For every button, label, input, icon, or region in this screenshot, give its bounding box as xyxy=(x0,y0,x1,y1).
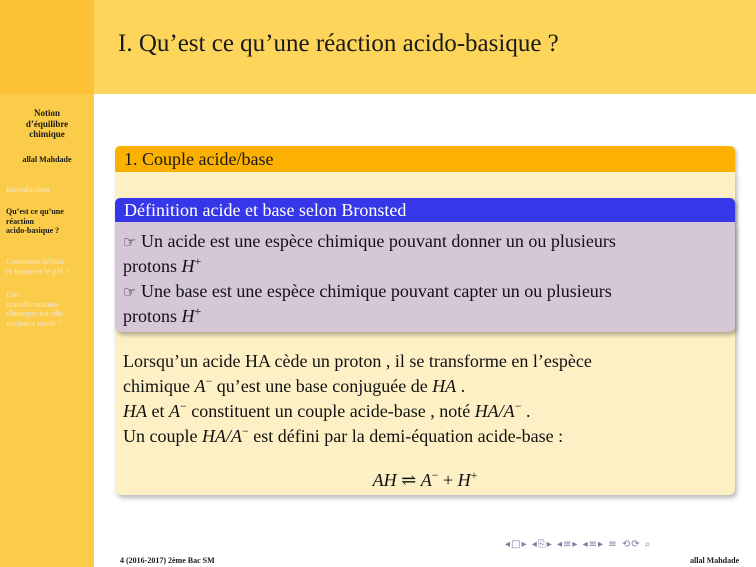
beamer-navigation xyxy=(505,539,651,550)
minus-charge: − xyxy=(431,468,439,482)
h-symbol: H xyxy=(181,306,195,326)
sidebar-title xyxy=(0,108,94,140)
next-section-icon[interactable]: ▸ xyxy=(572,539,579,550)
text: et xyxy=(147,401,169,421)
prev-section-icon[interactable]: ◂ xyxy=(556,539,563,550)
ha-symbol: HA xyxy=(432,376,457,396)
acid-definition-text: Un acide est une espèce chimique pouvant donner un ou plusieurs xyxy=(136,231,616,251)
prev-subsection-icon[interactable]: ◂ xyxy=(582,539,589,550)
search-icon[interactable]: ⟲⟳ ⌕ xyxy=(621,539,652,550)
frame-icon[interactable]: □ xyxy=(511,539,522,550)
plus-sign: + xyxy=(438,470,458,490)
minus-charge: − xyxy=(241,424,249,438)
sidebar-author: allal Mahdade xyxy=(22,155,72,164)
subsection-icon[interactable]: ≡ xyxy=(588,539,599,550)
base-definition-line xyxy=(123,281,612,302)
sidebar-title-line: Notion xyxy=(33,108,60,118)
body-line-2 xyxy=(123,376,465,397)
body-line-1: Lorsqu’un acide HA cède un proton , il se transforme en l’espèce xyxy=(123,351,592,371)
sidebar-item-label: acido-basique ? xyxy=(6,226,60,235)
first-frame-icon[interactable]: ◂ xyxy=(505,539,512,550)
acid-protons-line xyxy=(123,256,201,277)
sidebar-item-label: réaction xyxy=(6,216,34,226)
sidebar-item-label: Introduction xyxy=(6,185,50,194)
footer-left: 4 (2016-2017) 2ème Bac SM xyxy=(120,556,215,565)
sidebar-item-label: toujours totale ? xyxy=(6,318,62,328)
prev-page-icon[interactable]: ◂ xyxy=(531,539,538,550)
text: est défini par la demi-équation acide-base : xyxy=(248,426,564,446)
body-line-3 xyxy=(123,401,530,422)
next-frame-icon[interactable]: ▸ xyxy=(521,539,528,550)
block-header xyxy=(115,146,735,172)
ha-a-couple: HA/A xyxy=(474,401,515,421)
sidebar-item-introduction[interactable] xyxy=(6,185,92,195)
protons-text: protons xyxy=(123,256,182,276)
ha-a-couple: HA/A xyxy=(201,426,242,446)
sidebar-item-label: Une xyxy=(6,290,20,299)
block-title: 1. Couple acide/base xyxy=(124,149,274,169)
sidebar-item-label: Qu’est ce qu’une xyxy=(6,207,64,216)
sidebar-item-label: et mesurer le pH ? xyxy=(6,266,69,276)
h-symbol: H xyxy=(181,256,195,276)
frame-title: I. Qu’est ce qu’une réaction acido-basique ? xyxy=(118,30,559,57)
sidebar-item-transformation-totale[interactable] xyxy=(6,290,92,328)
sidebar-title-line: chimique xyxy=(29,129,65,139)
body-line-4 xyxy=(123,426,563,447)
protons-text: protons xyxy=(123,306,182,326)
text: Un couple xyxy=(123,426,202,446)
text: . xyxy=(456,376,466,396)
a-symbol: A xyxy=(194,376,206,396)
definition-title: Définition acide et base selon Bronsted xyxy=(124,200,407,220)
plus-charge: + xyxy=(194,304,202,318)
acid-definition-line xyxy=(123,231,616,252)
text: . xyxy=(521,401,531,421)
ah-symbol: AH xyxy=(372,470,397,490)
base-protons-line xyxy=(123,306,201,327)
minus-charge: − xyxy=(514,399,522,413)
plus-charge: + xyxy=(194,254,202,268)
text: qu’est une base conjuguée de xyxy=(212,376,433,396)
next-page-icon[interactable]: ▸ xyxy=(546,539,553,550)
minus-charge: − xyxy=(180,399,187,413)
hand-pointer-icon: ☞ xyxy=(123,283,137,301)
sidebar-item-label: transformation xyxy=(6,299,58,309)
sidebar-item-label: Comment définir xyxy=(6,257,65,266)
definition-header xyxy=(115,198,735,222)
sidebar-title-line: d’équilibre xyxy=(25,118,69,129)
ha-symbol: HA xyxy=(123,401,147,421)
align-icon[interactable]: ≡ xyxy=(608,539,618,550)
next-subsection-icon[interactable]: ▸ xyxy=(598,539,605,550)
text: chimique xyxy=(123,376,195,396)
sidebar-item-reaction-acido-basique[interactable] xyxy=(6,207,92,236)
sidebar-item-ph[interactable] xyxy=(6,257,92,276)
half-equation xyxy=(115,470,735,491)
base-definition-text: Une base est une espèce chimique pouvant capter un ou plusieurs xyxy=(136,281,612,301)
equilibrium-arrow: ⇌ xyxy=(396,470,421,490)
h-symbol: H xyxy=(457,470,471,490)
page-icon[interactable]: ⎘ xyxy=(537,539,547,550)
sidebar xyxy=(0,0,94,567)
sidebar-header xyxy=(0,0,94,94)
footer-author: allal Mahdade xyxy=(690,556,740,565)
a-symbol: A xyxy=(420,470,432,490)
minus-charge: − xyxy=(205,374,213,388)
sidebar-item-label: chimique est-elle xyxy=(6,309,64,318)
section-icon[interactable]: ≡ xyxy=(562,539,573,550)
text: constituent un couple acide-base , noté xyxy=(186,401,475,421)
hand-pointer-icon: ☞ xyxy=(123,233,137,251)
a-symbol: A xyxy=(169,401,180,421)
plus-charge: + xyxy=(470,468,478,482)
